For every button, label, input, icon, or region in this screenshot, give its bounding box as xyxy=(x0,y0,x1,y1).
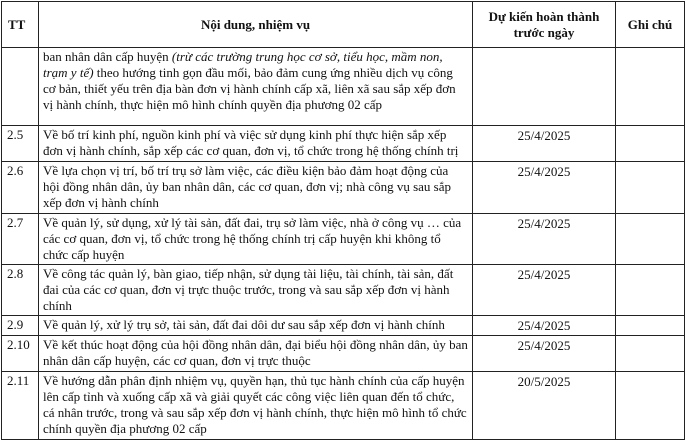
continued-text-start: ban nhân dân cấp huyện xyxy=(43,49,172,64)
header-deadline: Dự kiến hoàn thành trước ngày xyxy=(473,2,616,48)
table-row xyxy=(2,316,685,336)
table-row xyxy=(2,162,685,214)
row-deadline: 25/4/2025 xyxy=(473,214,616,265)
row-content: Về công tác quản lý, bàn giao, tiếp nhận, sử dụng tài liệu, tài chính, tài sản, đất đai của các cơ quan, đơn vị trực thuộc trước, trong và sau sắp xếp đơn vị hành chính xyxy=(39,265,473,316)
row-content: Về quản lý, xử lý trụ sở, tài sản, đất đai dôi dư sau sắp xếp đơn vị hành chính xyxy=(39,316,473,336)
row-tt: 2.11 xyxy=(2,372,39,440)
row-content-cell xyxy=(39,48,473,126)
row-content: Về lựa chọn vị trí, bố trí trụ sở làm việc, các điều kiện bảo đảm hoạt động của hội đồng nhân dân, ủy ban nhân dân, các cơ quan, đơn vị; nhà công vụ sau sắp xếp đơn vị hành chính xyxy=(39,162,473,214)
row-note xyxy=(616,126,685,162)
row-content: Về bố trí kinh phí, nguồn kinh phí và việc sử dụng kinh phí thực hiện sắp xếp đơn vị hành chính, sắp xếp các cơ quan, đơn vị, tổ chức trong hệ thống chính trị xyxy=(39,126,473,162)
table-row-continued xyxy=(2,48,685,126)
continued-text-end: theo hướng tinh gọn đầu mối, bảo đảm cung ứng nhiều dịch vụ công cơ bản, thiết yếu trên địa bàn đơn vị hành chính cấp xã, liên xã sau sắp xếp đơn vị hành chính, thực hiện mô hình chính quyền địa phương 02 cấp xyxy=(43,65,456,112)
row-tt: 2.10 xyxy=(2,336,39,372)
header-content: Nội dung, nhiệm vụ xyxy=(39,2,473,48)
row-deadline: 25/4/2025 xyxy=(473,265,616,316)
row-note xyxy=(616,316,685,336)
row-deadline: 25/4/2025 xyxy=(473,336,616,372)
row-tt: 2.7 xyxy=(2,214,39,265)
header-note: Ghi chú xyxy=(616,2,685,48)
row-note xyxy=(616,162,685,214)
table-row xyxy=(2,214,685,265)
row-note-cell xyxy=(616,48,685,126)
row-deadline: 25/4/2025 xyxy=(473,126,616,162)
task-table xyxy=(1,1,685,440)
row-content: Về kết thúc hoạt động của hội đồng nhân dân, đại biểu hội đồng nhân dân, ủy ban nhân dân cấp huyện, các cơ quan, đơn vị trực thuộc xyxy=(39,336,473,372)
row-note xyxy=(616,336,685,372)
table-row xyxy=(2,126,685,162)
row-note xyxy=(616,214,685,265)
row-content: Về quản lý, sử dụng, xử lý tài sản, đất đai, trụ sở làm việc, nhà ở công vụ … của các cơ quan, đơn vị, tổ chức trong hệ thống chính trị cấp huyện khi không tổ chức cấp huyện xyxy=(39,214,473,265)
table-header-row xyxy=(2,2,685,48)
continued-text-italic: (trừ các trường trung học cơ sở, tiểu học, mầm non, trạm y tế) xyxy=(43,49,443,80)
row-tt: 2.8 xyxy=(2,265,39,316)
row-tt: 2.6 xyxy=(2,162,39,214)
header-tt: TT xyxy=(2,2,39,48)
row-note xyxy=(616,265,685,316)
table-row xyxy=(2,336,685,372)
row-tt-cell xyxy=(2,48,39,126)
row-deadline: 20/5/2025 xyxy=(473,372,616,440)
table-row xyxy=(2,372,685,440)
row-deadline: 25/4/2025 xyxy=(473,316,616,336)
row-deadline-cell xyxy=(473,48,616,126)
row-note xyxy=(616,372,685,440)
table-row xyxy=(2,265,685,316)
row-content: Về hướng dẫn phân định nhiệm vụ, quyền hạn, thủ tục hành chính của cấp huyện lên cấp tỉnh và xuống cấp xã và giải quyết các công việc liên quan đến tổ chức, cá nhân trước, trong và sau sắp xếp đơn vị hành chính, thực hiện mô hình tổ chức chính quyền địa phương 02 cấp xyxy=(39,372,473,440)
row-tt: 2.5 xyxy=(2,126,39,162)
row-deadline: 25/4/2025 xyxy=(473,162,616,214)
row-tt: 2.9 xyxy=(2,316,39,336)
